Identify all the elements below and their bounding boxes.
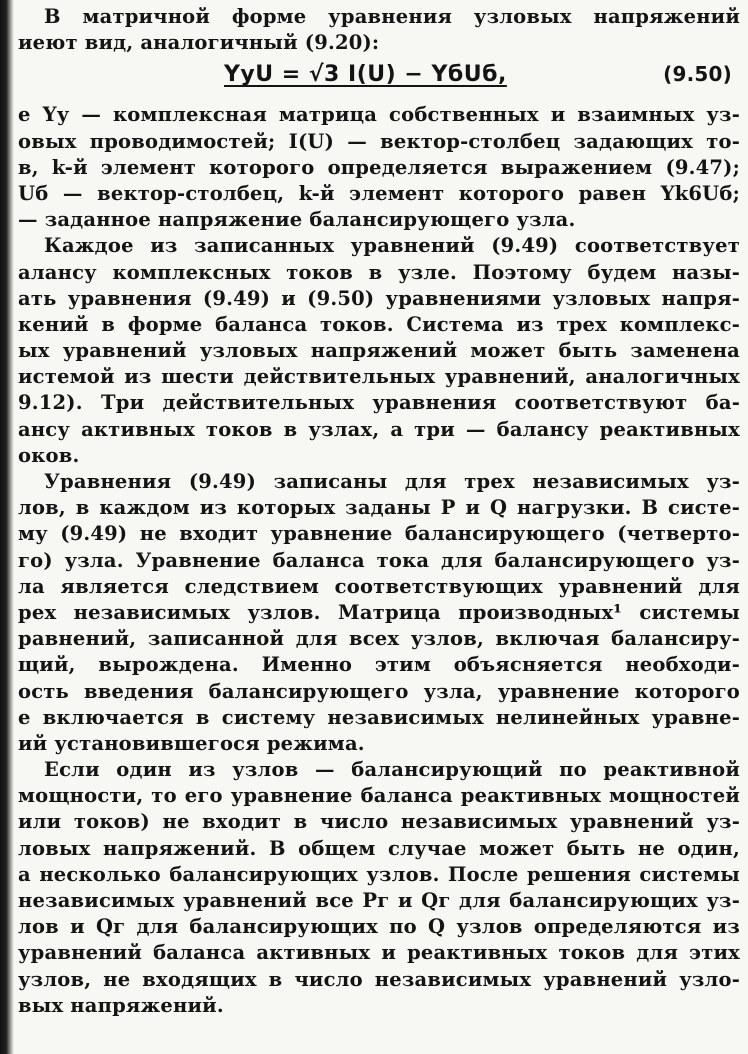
text-line: ать уравнения (9.49) и (9.50) уравнениями узловых напря- [18, 286, 740, 310]
text-line: узлов, не входящих в число независимых уравнений узло- [18, 967, 740, 991]
text-line: рех независимых узлов. Матрица производных¹ системы [18, 600, 740, 624]
text-line: Уравнения (9.49) записаны для трех независимых уз- [44, 470, 740, 493]
text-line: В матричной форме уравнения узловых напряжений [44, 5, 740, 28]
text-line: лов и Qг для балансирующих по Q узлов определяются из [18, 915, 740, 939]
text-line: Каждое из записанных уравнений (9.49) соответствует [44, 234, 740, 258]
text-line: мощности, то его уравнение баланса реактивных мощностей [18, 784, 740, 808]
text-line: уравнений баланса активных и реактивных токов для этих [18, 941, 740, 965]
text-line: Uб — вектор-столбец, k-й элемент которого равен Yk6Uб; [18, 181, 740, 205]
text-line: ловых напряжений. В общем случае может быть не один, [18, 836, 740, 860]
text-line: му (9.49) не входит уравнение балансирующего (четверто- [18, 522, 740, 546]
equation-number: (9.50) [663, 62, 732, 87]
text-line: в, k-й элемент которого определяется выражением (9.47); [18, 155, 740, 179]
text-line: алансу комплексных токов в узле. Поэтому будем назы- [18, 260, 740, 284]
text-line: ий установившегося режима. [18, 731, 365, 755]
text-line: а несколько балансирующих узлов. После решения системы [18, 862, 740, 886]
text-line: — заданное напряжение балансирующего узла. [18, 208, 576, 232]
text-line: оков. [18, 443, 80, 467]
text-line: лов, в каждом из которых заданы P и Q нагрузки. В систе- [18, 496, 740, 520]
page-text [18, 4, 740, 1019]
text-line: равнений, записанной для всех узлов, включая балансиру- [18, 627, 740, 651]
text-line: ых уравнений узловых напряжений может быть заменена [18, 339, 740, 363]
text-line: щий, вырождена. Именно этим объясняется необходи- [18, 653, 740, 677]
text-line: независимых уравнений все Pг и Qг для балансирующих уз- [18, 889, 740, 912]
text-line: Если один из узлов — балансирующий по реактивной [44, 758, 740, 782]
text-line: е включается в систему независимых нелинейных уравне- [18, 705, 740, 729]
text-line: овых проводимостей; I(U) — вектор-столбец задающих то- [18, 129, 740, 153]
text-line: ансу активных токов в узлах, а три — балансу реактивных [18, 417, 740, 441]
text-line: ла является следствием соответствующих уравнений для [18, 574, 740, 598]
text-line: истемой из шести действительных уравнений, аналогичных [18, 365, 740, 389]
text-line: 9.12). Три действительных уравнения соответствуют ба- [18, 391, 740, 415]
text-line: или токов) не входит в число независимых уравнений уз- [18, 810, 740, 834]
text-line: е Yу — комплексная матрица собственных и взаимных уз- [18, 103, 740, 127]
text-line: вых напряжений. [18, 993, 224, 1017]
text-line: иеют вид, аналогичный (9.20): [18, 31, 380, 55]
text-line: го) узла. Уравнение баланса тока для балансирующего уз- [18, 548, 740, 572]
formula-row [18, 56, 740, 102]
matrix-equation: YуU = √3 I(U) − YбUб, [224, 62, 507, 88]
binding-shadow [0, 0, 14, 1054]
text-line: кений в форме баланса токов. Система из трех комплекс- [18, 312, 740, 336]
text-line: ость введения балансирующего узла, уравнение которого [18, 679, 740, 703]
